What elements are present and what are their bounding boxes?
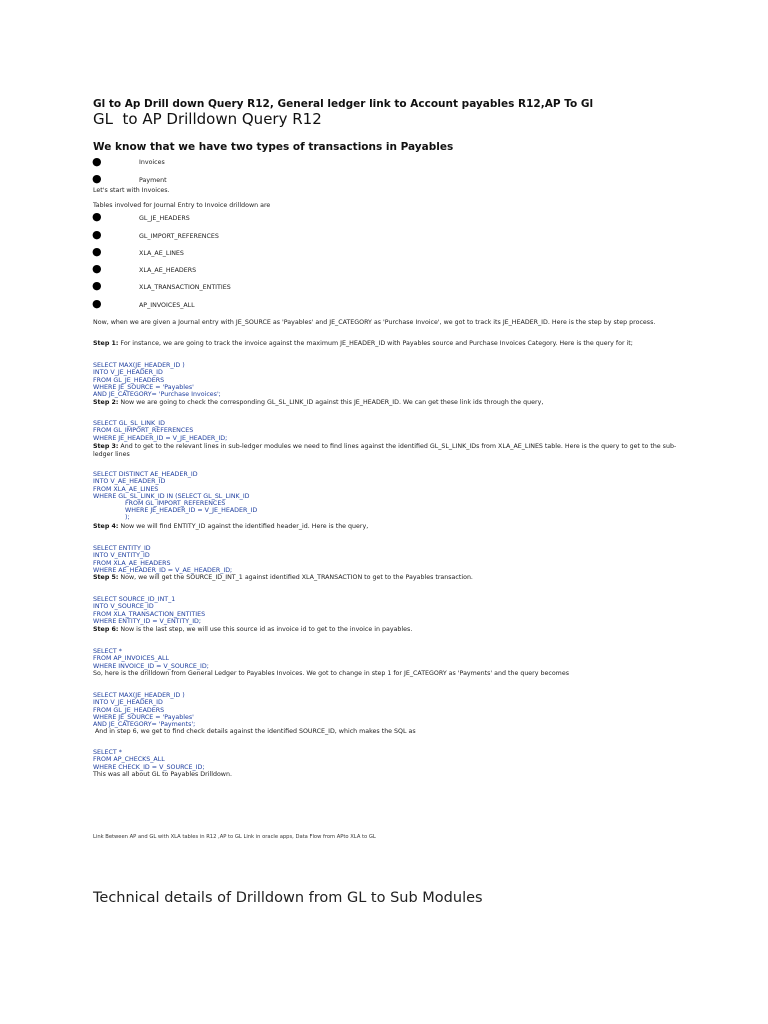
bullet-icon: ● bbox=[92, 228, 102, 241]
code-line: ); bbox=[93, 514, 130, 522]
section-heading: We know that we have two types of transactions in Payables bbox=[93, 141, 454, 153]
code-block bbox=[93, 538, 232, 574]
code-block bbox=[93, 589, 205, 625]
code-line: SELECT * bbox=[93, 749, 122, 757]
step-paragraph bbox=[93, 626, 678, 634]
code-line: WHERE INVOICE_ID = V_SOURCE_ID; bbox=[93, 662, 209, 670]
step-text: For instance, we are going to track the invoice against the maximum JE_HEADER_ID with Payables source and Purchase Invoices Category. Here is the query for it; bbox=[118, 340, 633, 347]
code-line: SELECT GL_SL_LINK_ID bbox=[93, 420, 165, 428]
code-line: INTO V_SOURCE_ID bbox=[93, 603, 154, 611]
code-line: FROM AP_INVOICES_ALL bbox=[93, 655, 170, 663]
paragraph: Tables involved for Journal Entry to Invoice drilldown are bbox=[93, 202, 271, 209]
step-text: Now we are going to check the corresponding GL_SL_LINK_ID against this JE_HEADER_ID. We can get these link ids through the query, bbox=[118, 399, 544, 406]
code-line: FROM XLA_TRANSACTION_ENTITIES bbox=[93, 610, 206, 618]
code-line: WHERE JE_SOURCE = 'Payables' bbox=[93, 383, 194, 391]
document-subtitle: GL to AP Drilldown Query R12 bbox=[93, 110, 322, 128]
code-line: INTO V_ENTITY_ID bbox=[93, 552, 150, 560]
code-block bbox=[93, 742, 205, 771]
code-line: FROM GL_JE_HEADERS bbox=[93, 706, 165, 714]
code-line: WHERE ENTITY_ID = V_ENTITY_ID; bbox=[93, 617, 202, 625]
step-label: Step 2: bbox=[93, 399, 119, 406]
list-item: GL_IMPORT_REFERENCES bbox=[139, 233, 219, 240]
list-item: GL_JE_HEADERS bbox=[139, 215, 190, 222]
code-block bbox=[93, 685, 195, 728]
bullet-icon: ● bbox=[92, 245, 102, 258]
code-line: SELECT SOURCE_ID_INT_1 bbox=[93, 596, 176, 604]
bullet-icon: ● bbox=[92, 155, 102, 168]
list-item: Invoices bbox=[139, 159, 165, 166]
code-line: FROM AP_CHECKS_ALL bbox=[93, 756, 165, 764]
step-paragraph bbox=[93, 574, 678, 582]
bullet-icon: ● bbox=[92, 210, 102, 223]
paragraph: This was all about GL to Payables Drilldown. bbox=[93, 771, 232, 778]
code-line: FROM XLA_AE_LINES bbox=[93, 485, 159, 493]
step-label: Step 4: bbox=[93, 523, 119, 530]
bullet-icon: ● bbox=[92, 279, 102, 292]
step-text: Now, we will get the SOURCE_ID_INT_1 against identified XLA_TRANSACTION to get to the Payables transaction. bbox=[118, 574, 473, 581]
code-line: SELECT * bbox=[93, 648, 122, 656]
code-line: SELECT MAX(JE_HEADER_ID ) bbox=[93, 692, 185, 700]
code-block bbox=[93, 464, 257, 522]
code-line: AND JE_CATEGORY= 'Purchase Invoices'; bbox=[93, 391, 221, 399]
paragraph: Let's start with Invoices. bbox=[93, 187, 170, 194]
step-paragraph bbox=[93, 399, 678, 407]
list-item: XLA_TRANSACTION_ENTITIES bbox=[139, 284, 231, 291]
code-block bbox=[93, 641, 209, 670]
code-line: WHERE JE_SOURCE = 'Payables' bbox=[93, 713, 194, 721]
code-line: FROM GL_IMPORT_REFERENCES bbox=[93, 500, 226, 508]
code-line: INTO V_JE_HEADER_ID bbox=[93, 699, 163, 707]
step-paragraph bbox=[93, 340, 678, 348]
code-line: FROM GL_JE_HEADERS bbox=[93, 376, 165, 384]
step-paragraph bbox=[93, 523, 678, 531]
related-links-note: Link Between AP and GL with XLA tables in R12 ,AP to GL Link in oracle apps, Data Flow from APto XLA to GL bbox=[93, 834, 376, 840]
code-line: WHERE CHECK_ID = V_SOURCE_ID; bbox=[93, 763, 205, 771]
next-section-heading: Technical details of Drilldown from GL to Sub Modules bbox=[93, 890, 483, 906]
code-line: WHERE GL_SL_LINK_ID IN (SELECT GL_SL_LINK_ID bbox=[93, 492, 250, 500]
step-label: Step 1: bbox=[93, 340, 119, 347]
code-line: INTO V_JE_HEADER_ID bbox=[93, 369, 163, 377]
code-line: WHERE AE_HEADER_ID = V_AE_HEADER_ID; bbox=[93, 566, 233, 574]
code-block bbox=[93, 413, 227, 442]
paragraph: Now, when we are given a Journal entry with JE_SOURCE as 'Payables' and JE_CATEGORY as 'Purchase Invoice', we got to track its JE_HEADER_ID. Here is the step by step process. bbox=[93, 319, 656, 326]
code-line: WHERE JE_HEADER_ID = V_JE_HEADER_ID; bbox=[93, 434, 228, 442]
list-item: XLA_AE_HEADERS bbox=[139, 267, 197, 274]
code-block bbox=[93, 355, 221, 398]
code-line: WHERE JE_HEADER_ID = V_JE_HEADER_ID bbox=[93, 507, 258, 515]
code-line: INTO V_AE_HEADER_ID bbox=[93, 478, 166, 486]
bullet-icon: ● bbox=[92, 172, 102, 185]
code-line: AND JE_CATEGORY= 'Payments'; bbox=[93, 721, 196, 729]
list-item: Payment bbox=[139, 177, 167, 184]
code-line: FROM XLA_AE_HEADERS bbox=[93, 559, 171, 567]
step-paragraph bbox=[93, 443, 678, 459]
step-label: Step 5: bbox=[93, 574, 119, 581]
bullet-icon: ● bbox=[92, 297, 102, 310]
code-line: SELECT DISTINCT AE_HEADER_ID bbox=[93, 471, 198, 479]
step-text: And to get to the relevant lines in sub-ledger modules we need to find lines against the identified GL_SL_LINK_IDs from XLA_AE_LINES table. Here is the query to get to the sub-ledger lines bbox=[93, 443, 677, 458]
step-text: Now we will find ENTITY_ID against the identified header_id. Here is the query, bbox=[118, 523, 369, 530]
step-label: Step 3: bbox=[93, 443, 119, 450]
list-item: XLA_AE_LINES bbox=[139, 250, 184, 257]
code-line: SELECT ENTITY_ID bbox=[93, 545, 151, 553]
list-item: AP_INVOICES_ALL bbox=[139, 302, 195, 309]
document-title: Gl to Ap Drill down Query R12, General ledger link to Account payables R12,AP To Gl bbox=[93, 98, 594, 110]
code-line: FROM GL_IMPORT_REFERENCES bbox=[93, 427, 194, 435]
code-line: SELECT MAX(JE_HEADER_ID ) bbox=[93, 362, 185, 370]
step-text: Now is the last step, we will use this source id as invoice id to get to the invoice in payables. bbox=[118, 626, 413, 633]
step-label: Step 6: bbox=[93, 626, 119, 633]
paragraph: So, here is the drilldown from General Ledger to Payables Invoices. We got to change in step 1 for JE_CATEGORY as 'Payments' and the query becomes bbox=[93, 670, 569, 677]
paragraph: And in step 6, we get to find check details against the identified SOURCE_ID, which makes the SQL as bbox=[93, 728, 416, 735]
bullet-icon: ● bbox=[92, 262, 102, 275]
